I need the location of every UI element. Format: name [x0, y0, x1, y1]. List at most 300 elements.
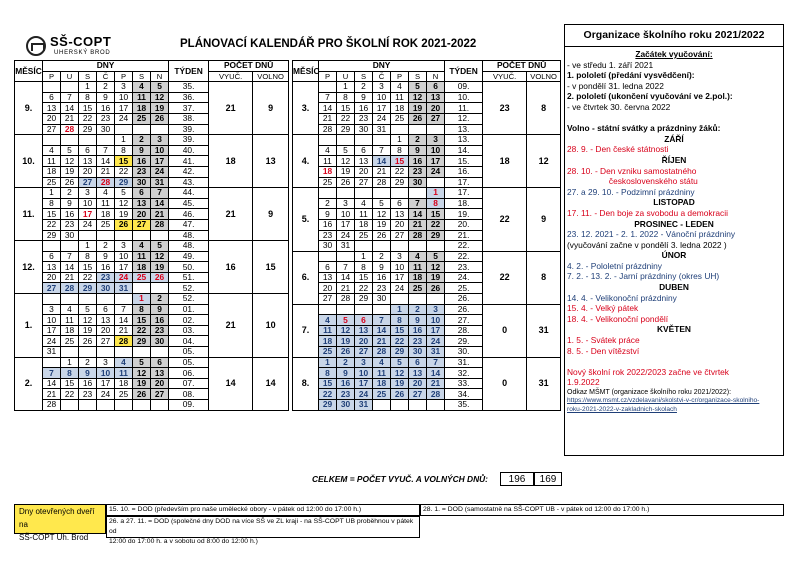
- totals-volno: 169: [534, 472, 562, 486]
- day-cell: 14: [97, 156, 115, 167]
- panel-line: - ve čtvrtek 30. června 2022: [567, 101, 671, 112]
- day-cell: 4: [319, 145, 337, 156]
- week-number: 47.: [169, 219, 209, 230]
- day-cell: 22: [79, 113, 97, 124]
- day-cell: 26: [337, 177, 355, 188]
- panel-line: - v pondělí 31. ledna 2022: [567, 80, 664, 91]
- panel-line: KVĚTEN: [657, 324, 691, 335]
- week-number: 40.: [169, 145, 209, 156]
- panel-body: [565, 47, 783, 414]
- day-cell: 25: [409, 283, 427, 294]
- week-number: 01.: [169, 304, 209, 315]
- day-cell: 13: [355, 156, 373, 167]
- month-vyuc: 0: [483, 304, 527, 357]
- day-cell: 20: [409, 378, 427, 389]
- week-number: 34.: [445, 389, 483, 400]
- calendar-table-right: [292, 60, 561, 411]
- day-cell: [61, 347, 79, 358]
- day-cell: [409, 241, 427, 252]
- day-cell: 28: [337, 294, 355, 305]
- open-day-note-2: [106, 516, 420, 545]
- totals-vyuc: 196: [500, 472, 534, 486]
- day-cell: 22: [133, 325, 151, 336]
- day-cell: 14: [319, 103, 337, 114]
- week-number: 17.: [445, 177, 483, 188]
- day-cell: [427, 241, 445, 252]
- day-cell: 10: [79, 198, 97, 209]
- header-day-3: Č: [373, 71, 391, 82]
- day-cell: 17: [97, 378, 115, 389]
- day-cell: 1: [61, 357, 79, 368]
- month-volno: 9: [253, 188, 289, 241]
- day-cell: 12: [151, 251, 169, 262]
- week-number: 27.: [445, 315, 483, 326]
- day-cell: 13: [427, 92, 445, 103]
- day-cell: 11: [391, 92, 409, 103]
- day-cell: [43, 241, 61, 252]
- day-cell: 27: [43, 283, 61, 294]
- day-cell: 9: [97, 92, 115, 103]
- day-cell: 17: [355, 378, 373, 389]
- day-cell: 31: [373, 124, 391, 135]
- day-cell: 14: [43, 378, 61, 389]
- header-day-2: S: [79, 71, 97, 82]
- panel-line: Nový školní rok 2022/2023 začne ve čtvrtek: [567, 366, 729, 377]
- day-cell: 23: [61, 219, 79, 230]
- day-cell: 18: [409, 272, 427, 283]
- page-title: PLÁNOVACÍ KALENDÁŘ PRO ŠKOLNÍ ROK 2021-2022: [180, 38, 477, 50]
- day-cell: 25: [97, 219, 115, 230]
- panel-line: - ve středu 1. září 2021: [567, 59, 654, 70]
- day-cell: 23: [97, 113, 115, 124]
- day-cell: 31: [355, 400, 373, 411]
- panel-line: https://www.msmt.cz/vzdelavani/skolstvi-v-cr/organizace-skolniho-: [567, 397, 760, 404]
- day-cell: 24: [97, 389, 115, 400]
- month-label: 10.: [15, 135, 43, 188]
- day-cell: 10: [391, 262, 409, 273]
- day-cell: 3: [43, 304, 61, 315]
- week-number: 31.: [445, 357, 483, 368]
- day-cell: 16: [355, 103, 373, 114]
- day-cell: 7: [319, 92, 337, 103]
- week-number: 16.: [445, 166, 483, 177]
- day-cell: [409, 294, 427, 305]
- day-cell: 29: [115, 177, 133, 188]
- day-cell: 8: [391, 315, 409, 326]
- day-cell: [61, 82, 79, 93]
- day-cell: [373, 135, 391, 146]
- day-cell: 3: [427, 304, 445, 315]
- day-cell: 5: [115, 188, 133, 199]
- day-cell: 14: [115, 315, 133, 326]
- day-cell: [97, 294, 115, 305]
- day-cell: 28: [373, 347, 391, 358]
- day-cell: 4: [133, 82, 151, 93]
- day-cell: [355, 304, 373, 315]
- open-days-box: [14, 504, 106, 542]
- day-cell: 8: [391, 145, 409, 156]
- day-cell: 30: [61, 230, 79, 241]
- day-cell: 14: [151, 198, 169, 209]
- week-number: 25.: [445, 283, 483, 294]
- day-cell: 10: [43, 315, 61, 326]
- panel-line: Odkaz MŠMT (organizace školního roku 2021/2022):: [567, 389, 732, 396]
- open-day-note-1: 15. 10. = DOD (především pro naše umělecké obory - v pátek od 12:00 do 17:00 h.): [106, 504, 420, 516]
- day-cell: 23: [337, 389, 355, 400]
- day-cell: 26: [427, 283, 445, 294]
- day-cell: 15: [319, 378, 337, 389]
- month-volno: 8: [527, 251, 561, 304]
- day-cell: 27: [97, 336, 115, 347]
- day-cell: 4: [319, 315, 337, 326]
- week-number: 17.: [445, 188, 483, 199]
- day-cell: 14: [61, 262, 79, 273]
- day-cell: [97, 135, 115, 146]
- month-vyuc: 22: [483, 251, 527, 304]
- day-cell: 8: [133, 304, 151, 315]
- day-cell: [79, 135, 97, 146]
- right-month-4-week-row: [293, 304, 561, 315]
- day-cell: [409, 400, 427, 411]
- day-cell: 15: [391, 325, 409, 336]
- header-day-3: Č: [97, 71, 115, 82]
- day-cell: 20: [43, 113, 61, 124]
- left-month-1-week-row: [15, 135, 289, 146]
- day-cell: 25: [115, 389, 133, 400]
- header-mesic: MĚSÍC: [293, 61, 319, 82]
- day-cell: [151, 124, 169, 135]
- header-day-6: N: [427, 71, 445, 82]
- day-cell: 23: [355, 113, 373, 124]
- day-cell: 2: [133, 135, 151, 146]
- week-number: 33.: [445, 378, 483, 389]
- month-label: 8.: [293, 357, 319, 410]
- day-cell: [409, 124, 427, 135]
- day-cell: 6: [79, 145, 97, 156]
- header-volno: VOLNO: [253, 71, 289, 82]
- day-cell: 16: [409, 156, 427, 167]
- day-cell: [391, 241, 409, 252]
- day-cell: 5: [337, 145, 355, 156]
- panel-line: ZÁŘÍ: [664, 133, 684, 144]
- day-cell: 11: [355, 209, 373, 220]
- week-number: 09.: [169, 400, 209, 411]
- day-cell: 14: [61, 103, 79, 114]
- day-cell: 7: [61, 251, 79, 262]
- day-cell: [151, 347, 169, 358]
- calendar-table-left: [14, 60, 289, 411]
- day-cell: 6: [355, 315, 373, 326]
- day-cell: 7: [97, 145, 115, 156]
- week-number: 26.: [445, 304, 483, 315]
- day-cell: 22: [43, 219, 61, 230]
- day-cell: [97, 347, 115, 358]
- header-day-5: S: [409, 71, 427, 82]
- day-cell: 1: [391, 304, 409, 315]
- day-cell: 13: [355, 325, 373, 336]
- day-cell: 1: [115, 135, 133, 146]
- day-cell: 18: [319, 166, 337, 177]
- day-cell: [319, 188, 337, 199]
- day-cell: [337, 251, 355, 262]
- month-label: 11.: [15, 188, 43, 241]
- day-cell: [427, 400, 445, 411]
- month-volno: 8: [527, 82, 561, 135]
- day-cell: [79, 400, 97, 411]
- day-cell: 3: [355, 357, 373, 368]
- day-cell: 23: [373, 283, 391, 294]
- panel-line: 14. 4. - Velikonoční prázdniny: [567, 292, 677, 303]
- day-cell: 26: [151, 272, 169, 283]
- day-cell: [151, 230, 169, 241]
- day-cell: 10: [151, 145, 169, 156]
- day-cell: 15: [79, 262, 97, 273]
- day-cell: 23: [409, 336, 427, 347]
- day-cell: 18: [133, 262, 151, 273]
- day-cell: 8: [319, 368, 337, 379]
- day-cell: 1: [319, 357, 337, 368]
- week-number: 52.: [169, 283, 209, 294]
- day-cell: 9: [355, 92, 373, 103]
- week-number: 03.: [169, 325, 209, 336]
- day-cell: [391, 294, 409, 305]
- header-dny: DNY: [43, 61, 169, 72]
- day-cell: 2: [337, 357, 355, 368]
- day-cell: 11: [409, 262, 427, 273]
- header-dny: DNY: [319, 61, 445, 72]
- panel-line: československého státu: [567, 176, 698, 187]
- week-number: 45.: [169, 198, 209, 209]
- totals-label: CELKEM = POČET VYUČ. A VOLNÝCH DNŮ:: [312, 474, 488, 484]
- day-cell: 4: [409, 251, 427, 262]
- left-month-2-week-row: [15, 188, 289, 199]
- day-cell: 8: [79, 92, 97, 103]
- week-number: 43.: [169, 177, 209, 188]
- day-cell: 3: [151, 135, 169, 146]
- day-cell: 12: [79, 315, 97, 326]
- week-number: 29.: [445, 336, 483, 347]
- day-cell: 21: [43, 389, 61, 400]
- day-cell: 6: [427, 82, 445, 93]
- day-cell: 5: [79, 304, 97, 315]
- day-cell: 18: [61, 325, 79, 336]
- day-cell: 16: [97, 262, 115, 273]
- week-number: 48.: [169, 241, 209, 252]
- day-cell: 29: [79, 124, 97, 135]
- day-cell: 3: [97, 357, 115, 368]
- header-tyden: TÝDEN: [169, 61, 209, 82]
- panel-line: 4. 2. - Pololetní prázdniny: [567, 260, 662, 271]
- day-cell: 25: [133, 113, 151, 124]
- day-cell: 22: [391, 336, 409, 347]
- day-cell: 10: [355, 368, 373, 379]
- month-vyuc: 21: [209, 188, 253, 241]
- month-volno: 10: [253, 294, 289, 358]
- day-cell: 26: [391, 389, 409, 400]
- day-cell: 24: [373, 113, 391, 124]
- day-cell: [115, 400, 133, 411]
- panel-line: 28. 10. - Den vzniku samostatného: [567, 165, 697, 176]
- day-cell: 22: [61, 389, 79, 400]
- day-cell: [319, 82, 337, 93]
- day-cell: 7: [151, 188, 169, 199]
- day-cell: 6: [355, 145, 373, 156]
- day-cell: 15: [79, 103, 97, 114]
- day-cell: 16: [319, 219, 337, 230]
- left-month-5-week-row: [15, 357, 289, 368]
- day-cell: 9: [61, 198, 79, 209]
- day-cell: [319, 251, 337, 262]
- logo-name: SŠ-COPT: [50, 34, 112, 49]
- day-cell: 15: [115, 156, 133, 167]
- day-cell: 21: [115, 325, 133, 336]
- panel-line: 18. 4. - Velikonoční pondělí: [567, 313, 669, 324]
- day-cell: 27: [427, 113, 445, 124]
- day-cell: 8: [43, 198, 61, 209]
- month-volno: 13: [253, 135, 289, 188]
- day-cell: [61, 241, 79, 252]
- day-cell: 24: [43, 336, 61, 347]
- day-cell: 8: [61, 368, 79, 379]
- day-cell: 7: [61, 92, 79, 103]
- day-cell: 29: [79, 283, 97, 294]
- day-cell: 12: [373, 209, 391, 220]
- day-cell: 15: [43, 209, 61, 220]
- day-cell: 6: [133, 188, 151, 199]
- day-cell: 1: [43, 188, 61, 199]
- day-cell: 12: [337, 325, 355, 336]
- day-cell: 22: [319, 389, 337, 400]
- school-logo: [26, 32, 126, 62]
- day-cell: 30: [409, 347, 427, 358]
- day-cell: 12: [133, 368, 151, 379]
- week-number: 48.: [169, 230, 209, 241]
- week-number: 15.: [445, 156, 483, 167]
- header-day-0: P: [319, 71, 337, 82]
- day-cell: 18: [355, 219, 373, 230]
- day-cell: 2: [97, 241, 115, 252]
- day-cell: [355, 241, 373, 252]
- day-cell: 30: [355, 124, 373, 135]
- week-number: 21.: [445, 230, 483, 241]
- day-cell: 9: [337, 368, 355, 379]
- day-cell: 21: [151, 209, 169, 220]
- day-cell: [337, 304, 355, 315]
- day-cell: 12: [61, 156, 79, 167]
- day-cell: 9: [79, 368, 97, 379]
- day-cell: 28: [61, 124, 79, 135]
- day-cell: 11: [319, 325, 337, 336]
- month-volno: 12: [527, 135, 561, 188]
- header-tyden: TÝDEN: [445, 61, 483, 82]
- day-cell: 13: [409, 368, 427, 379]
- month-vyuc: 18: [209, 135, 253, 188]
- month-vyuc: 16: [209, 241, 253, 294]
- left-month-0-week-row: [15, 82, 289, 93]
- month-vyuc: 23: [483, 82, 527, 135]
- header-volno: VOLNO: [527, 71, 561, 82]
- day-cell: 15: [427, 209, 445, 220]
- day-cell: 5: [427, 251, 445, 262]
- month-volno: 31: [527, 304, 561, 357]
- day-cell: 23: [97, 272, 115, 283]
- day-cell: 20: [391, 219, 409, 230]
- day-cell: 3: [373, 82, 391, 93]
- day-cell: 11: [61, 315, 79, 326]
- day-cell: 27: [79, 177, 97, 188]
- day-cell: 18: [391, 103, 409, 114]
- day-cell: 28: [409, 230, 427, 241]
- day-cell: [391, 400, 409, 411]
- month-volno: 15: [253, 241, 289, 294]
- panel-line: Začátek vyučování:: [635, 49, 713, 59]
- week-number: 19.: [445, 209, 483, 220]
- day-cell: 21: [61, 272, 79, 283]
- day-cell: [355, 135, 373, 146]
- week-number: 44.: [169, 188, 209, 199]
- day-cell: 4: [115, 357, 133, 368]
- panel-line: 15. 4. - Velký pátek: [567, 303, 639, 314]
- week-number: 24.: [445, 272, 483, 283]
- day-cell: 16: [79, 378, 97, 389]
- header-vyuc: VYUČ.: [209, 71, 253, 82]
- logo-subtitle: UHERSKÝ BROD: [54, 50, 111, 56]
- day-cell: 19: [337, 166, 355, 177]
- day-cell: 18: [133, 103, 151, 114]
- day-cell: 31: [151, 177, 169, 188]
- day-cell: 19: [133, 378, 151, 389]
- day-cell: 6: [43, 92, 61, 103]
- day-cell: 20: [151, 378, 169, 389]
- panel-line: 1. pololetí (předání vysvědčení):: [567, 70, 695, 81]
- day-cell: 12: [337, 156, 355, 167]
- day-cell: 10: [427, 315, 445, 326]
- day-cell: 28: [427, 389, 445, 400]
- header-day-4: P: [115, 71, 133, 82]
- panel-line: 8. 5. - Den vítězství: [567, 345, 640, 356]
- day-cell: 25: [319, 177, 337, 188]
- header-day-2: S: [355, 71, 373, 82]
- day-cell: 2: [151, 294, 169, 305]
- day-cell: [115, 124, 133, 135]
- day-cell: 21: [337, 283, 355, 294]
- month-vyuc: 18: [483, 135, 527, 188]
- day-cell: [61, 135, 79, 146]
- week-number: 26.: [445, 294, 483, 305]
- day-cell: 24: [427, 166, 445, 177]
- day-cell: [319, 135, 337, 146]
- month-label: 9.: [15, 82, 43, 135]
- day-cell: 24: [115, 113, 133, 124]
- day-cell: 25: [319, 347, 337, 358]
- day-cell: 24: [151, 166, 169, 177]
- day-cell: 4: [355, 198, 373, 209]
- day-cell: 18: [373, 378, 391, 389]
- day-cell: 31: [337, 241, 355, 252]
- week-number: 06.: [169, 368, 209, 379]
- panel-line: 27. a 29. 10. - Podzimní prázdniny: [567, 186, 695, 197]
- month-label: 1.: [15, 294, 43, 358]
- month-label: 5.: [293, 188, 319, 252]
- day-cell: 29: [355, 294, 373, 305]
- panel-title: Organizace školního roku 2021/2022: [565, 25, 783, 47]
- day-cell: [373, 188, 391, 199]
- week-number: 28.: [445, 325, 483, 336]
- right-month-3-week-row: [293, 251, 561, 262]
- day-cell: [409, 188, 427, 199]
- day-cell: 9: [151, 304, 169, 315]
- day-cell: 20: [133, 209, 151, 220]
